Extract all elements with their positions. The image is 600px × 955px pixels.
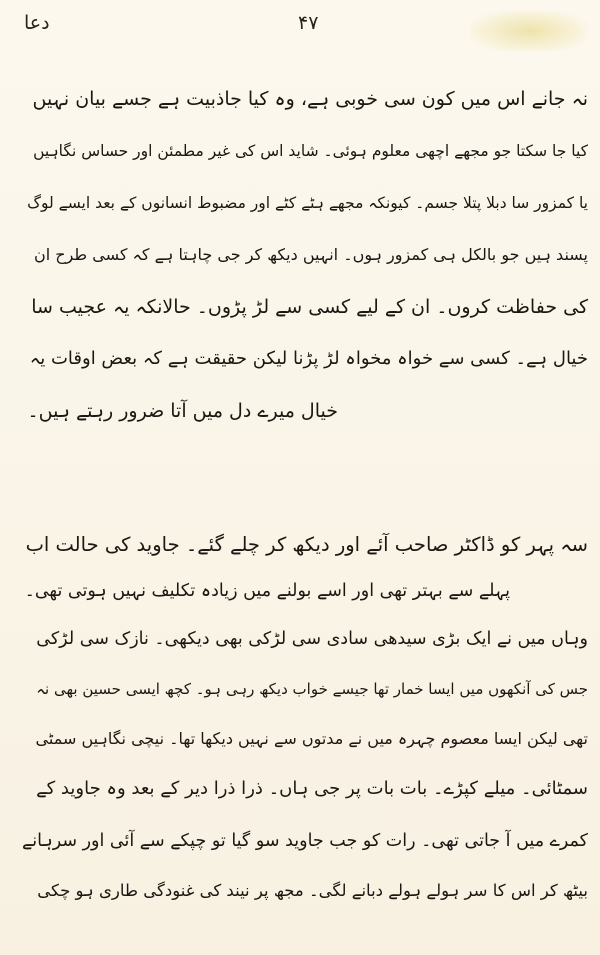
paper-stain (470, 10, 588, 52)
paragraph-2 (22, 532, 588, 932)
text-line: سمٹائی۔ میلے کپڑے۔ بات بات پر جی ہاں۔ ذرا ذرا دیر کے بعد وہ جاوید کے (36, 778, 588, 799)
text-line: خیال ہے۔ کسی سے خواہ مخواہ لڑ پڑنا لیکن حقیقت ہے کہ بعض اوقات یہ (29, 348, 588, 369)
text-line: تھی لیکن ایسا معصوم چہرہ میں نے مدتوں سے نہیں دیکھا تھا۔ نیچی نگاہیں سمٹی (35, 729, 588, 748)
text-line: نہ جانے اس میں کون سی خوبی ہے، وہ کیا جاذبیت ہے جسے بیان نہیں (32, 88, 588, 110)
paragraph-1 (22, 86, 588, 456)
text-line: جس کی آنکھوں میں ایسا خمار تھا جیسے خواب دیکھ رہی ہو۔ کچھ ایسی حسین بھی نہ (36, 680, 588, 698)
text-line: کمرے میں آ جاتی تھی۔ رات کو جب جاوید سو گیا تو چپکے سے آئی اور سرہانے (21, 831, 588, 851)
text-line: پہلے سے بہتر تھی اور اسے بولنے میں زیادہ تکلیف نہیں ہوتی تھی۔ (24, 581, 510, 601)
text-line: سہ پہر کو ڈاکٹر صاحب آئے اور دیکھ کر چلے گئے۔ جاوید کی حالت اب (25, 533, 588, 556)
page-number: ۴۷ (298, 12, 319, 34)
text-line: بیٹھ کر اس کا سر ہولے ہولے دبانے لگی۔ مجھ پر نیند کی غنودگی طاری ہو چکی (37, 881, 588, 900)
text-line: یا کمزور سا دبلا پتلا جسم۔ کیونکہ مجھے ہٹے کٹے اور مضبوط انسانوں کے بعد ایسے لوگ (27, 194, 588, 212)
text-line: خیال میرے دل میں آتا ضرور رہتے ہیں۔ (27, 400, 338, 422)
text-line: کیا جا سکتا جو مجھے اچھی معلوم ہوئی۔ شاید اس کی غیر مطمئن اور حساس نگاہیں (33, 142, 588, 160)
text-line: کی حفاظت کروں۔ ان کے لیے کسی سے لڑ پڑوں۔ حالانکہ یہ عجیب سا (31, 296, 588, 318)
text-line: پسند ہیں جو بالکل ہی کمزور ہوں۔ انہیں دیکھ کر جی چاہتا ہے کہ کسی طرح ان (33, 245, 588, 264)
text-line: وہاں میں نے ایک بڑی سیدھی سادی سی لڑکی بھی دیکھی۔ نازک سی لڑکی (36, 629, 588, 649)
running-title: دعا (24, 12, 50, 34)
